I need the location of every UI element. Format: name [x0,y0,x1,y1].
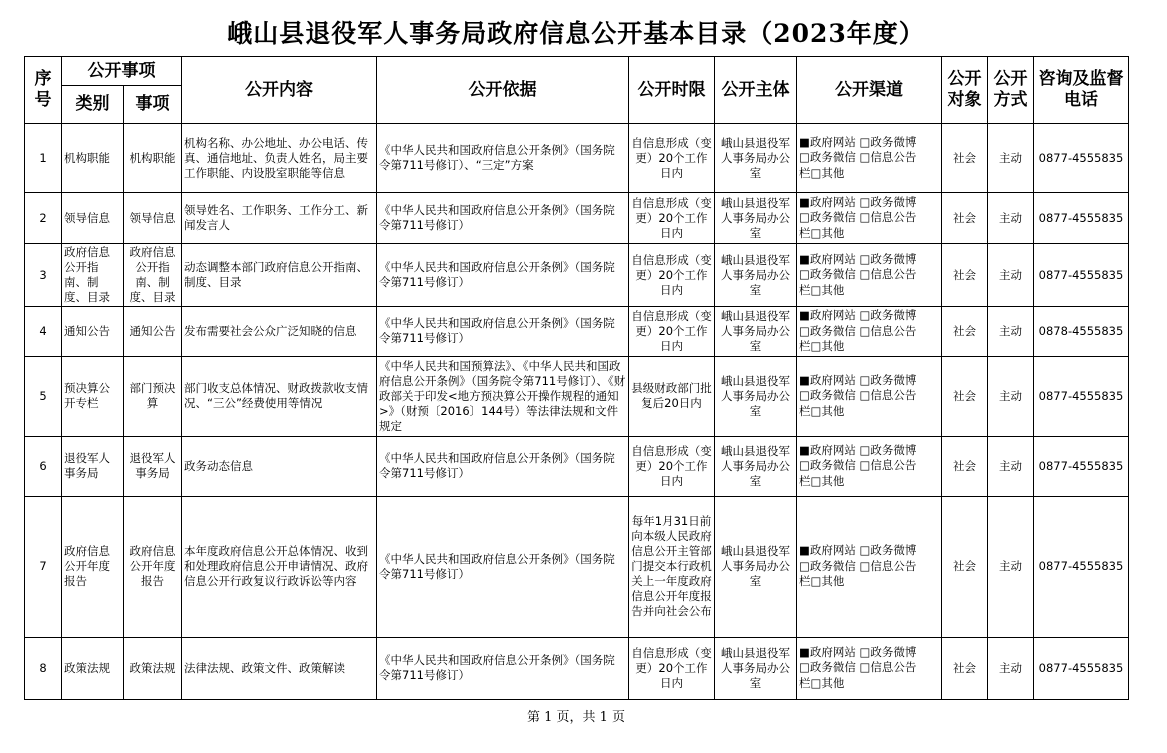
row-time-limit: 自信息形成（变更）20个工作日内 [629,307,715,357]
row-item: 通知公告 [124,307,182,357]
channel-line: □政务微信 □信息公告 [799,150,917,165]
row-phone: 0877-4555835 [1034,637,1129,699]
row-seq: 7 [25,496,62,637]
header-basis: 公开依据 [377,57,629,124]
row-category: 政策法规 [62,637,124,699]
channel-line: ■政府网站 □政务微博 [799,644,917,659]
channel-line: □政务微信 □信息公告 [799,267,917,282]
header-time-limit: 公开时限 [629,57,715,124]
row-method: 主动 [988,307,1034,357]
header-item-group: 公开事项 [62,57,182,86]
row-category: 预决算公开专栏 [62,356,124,436]
row-channels [797,356,942,436]
row-target: 社会 [942,124,988,193]
row-phone: 0877-4555835 [1034,124,1129,193]
row-basis: 《中华人民共和国预算法》、《中华人民共和国政府信息公开条例》（国务院令第711号修订）、《财政部关于印发<地方预决算公开操作规程的通知>》（财预〔2016〕144号）等法律法规和文件规定 [377,356,629,436]
row-basis: 《中华人民共和国政府信息公开条例》（国务院令第711号修订） [377,244,629,307]
row-category: 机构职能 [62,124,124,193]
channel-line: 栏□其他 [799,473,845,488]
header-method: 公开方式 [988,57,1034,124]
table-row [25,193,1129,244]
row-category: 领导信息 [62,193,124,244]
table-row [25,244,1129,307]
table-row [25,124,1129,193]
row-content: 领导姓名、工作职务、工作分工、新闻发言人 [182,193,377,244]
row-target: 社会 [942,193,988,244]
row-content: 政务动态信息 [182,436,377,496]
row-channels [797,496,942,637]
channel-line: □政务微信 □信息公告 [799,323,917,338]
row-item: 政府信息公开年度报告 [124,496,182,637]
table-row [25,356,1129,436]
header-content: 公开内容 [182,57,377,124]
header-seq: 序号 [25,57,62,124]
channel-line: □政务微信 □信息公告 [799,558,917,573]
row-content: 部门收支总体情况、财政拨款收支情况、“三公”经费使用等情况 [182,356,377,436]
row-target: 社会 [942,244,988,307]
channel-line: 栏□其他 [799,339,845,353]
row-category: 政府信息公开指南、制度、目录 [62,244,124,307]
header-target: 公开对象 [942,57,988,124]
row-target: 社会 [942,307,988,357]
row-item: 政策法规 [124,637,182,699]
row-time-limit: 自信息形成（变更）20个工作日内 [629,193,715,244]
row-time-limit: 自信息形成（变更）20个工作日内 [629,124,715,193]
header-phone: 咨询及监督电话 [1034,57,1129,124]
row-subject: 峨山县退役军人事务局办公室 [715,124,797,193]
channel-line: ■政府网站 □政务微博 [799,308,917,322]
row-seq: 3 [25,244,62,307]
row-content: 动态调整本部门政府信息公开指南、制度、目录 [182,244,377,307]
directory-table [24,56,1129,700]
row-method: 主动 [988,496,1034,637]
row-phone: 0877-4555835 [1034,356,1129,436]
row-method: 主动 [988,193,1034,244]
channel-line: ■政府网站 □政务微博 [799,543,917,558]
row-method: 主动 [988,637,1034,699]
channel-line: 栏□其他 [799,282,845,297]
table-row [25,637,1129,699]
row-time-limit: 县级财政部门批复后20日内 [629,356,715,436]
row-method: 主动 [988,356,1034,436]
table-row [25,307,1129,357]
channel-line: □政务微信 □信息公告 [799,388,917,403]
row-phone: 0877-4555835 [1034,244,1129,307]
channel-line: 栏□其他 [799,675,845,690]
row-time-limit: 自信息形成（变更）20个工作日内 [629,436,715,496]
row-content: 本年度政府信息公开总体情况、收到和处理政府信息公开申请情况、政府信息公开行政复议行政诉讼等内容 [182,496,377,637]
row-category: 通知公告 [62,307,124,357]
row-method: 主动 [988,436,1034,496]
row-target: 社会 [942,496,988,637]
row-seq: 6 [25,436,62,496]
row-channels [797,436,942,496]
row-channels [797,637,942,699]
row-category: 政府信息公开年度报告 [62,496,124,637]
channel-line: 栏□其他 [799,225,845,240]
row-phone: 0877-4555835 [1034,436,1129,496]
row-channels [797,307,942,357]
header-subject: 公开主体 [715,57,797,124]
row-basis: 《中华人民共和国政府信息公开条例》（国务院令第711号修订） [377,307,629,357]
row-phone: 0877-4555835 [1034,193,1129,244]
row-item: 部门预决算 [124,356,182,436]
row-time-limit: 自信息形成（变更）20个工作日内 [629,244,715,307]
row-subject: 峨山县退役军人事务局办公室 [715,244,797,307]
row-seq: 5 [25,356,62,436]
row-subject: 峨山县退役军人事务局办公室 [715,436,797,496]
header-category: 类别 [62,86,124,124]
table-row [25,436,1129,496]
header-channels: 公开渠道 [797,57,942,124]
table-row [25,496,1129,637]
row-item: 政府信息公开指南、制度、目录 [124,244,182,307]
page-footer: 第 1 页，共 1 页 [526,710,626,725]
row-item: 领导信息 [124,193,182,244]
row-basis: 《中华人民共和国政府信息公开条例》（国务院令第711号修订） [377,436,629,496]
channel-line: ■政府网站 □政务微博 [799,251,917,266]
row-seq: 2 [25,193,62,244]
channel-line: 栏□其他 [799,403,845,418]
row-time-limit: 自信息形成（变更）20个工作日内 [629,637,715,699]
row-content: 法律法规、政策文件、政策解读 [182,637,377,699]
channel-line: ■政府网站 □政务微博 [799,442,917,457]
row-subject: 峨山县退役军人事务局办公室 [715,496,797,637]
header-item: 事项 [124,86,182,124]
row-phone: 0878-4555835 [1034,307,1129,357]
row-category: 退役军人事务局 [62,436,124,496]
channel-line: ■政府网站 □政务微博 [799,194,917,209]
row-subject: 峨山县退役军人事务局办公室 [715,356,797,436]
row-channels [797,244,942,307]
row-subject: 峨山县退役军人事务局办公室 [715,637,797,699]
row-subject: 峨山县退役军人事务局办公室 [715,193,797,244]
row-channels [797,124,942,193]
row-seq: 8 [25,637,62,699]
channel-line: ■政府网站 □政务微博 [799,372,917,387]
row-basis: 《中华人民共和国政府信息公开条例》（国务院令第711号修订） [377,496,629,637]
row-target: 社会 [942,356,988,436]
page-title: 峨山县退役军人事务局政府信息公开基本目录（2023年度） [227,19,925,48]
row-method: 主动 [988,124,1034,193]
channel-line: □政务微信 □信息公告 [799,210,917,225]
row-basis: 《中华人民共和国政府信息公开条例》（国务院令第711号修订） [377,193,629,244]
row-item: 机构职能 [124,124,182,193]
row-target: 社会 [942,436,988,496]
row-seq: 4 [25,307,62,357]
channel-line: 栏□其他 [799,574,845,589]
row-target: 社会 [942,637,988,699]
channel-line: ■政府网站 □政务微博 [799,134,917,149]
row-basis: 《中华人民共和国政府信息公开条例》（国务院令第711号修订）、“三定”方案 [377,124,629,193]
row-seq: 1 [25,124,62,193]
row-content: 机构名称、办公地址、办公电话、传真、通信地址、负责人姓名，局主要工作职能、内设股室职能等信息 [182,124,377,193]
channel-line: □政务微信 □信息公告 [799,660,917,675]
channel-line: □政务微信 □信息公告 [799,458,917,473]
row-channels [797,193,942,244]
row-method: 主动 [988,244,1034,307]
row-basis: 《中华人民共和国政府信息公开条例》（国务院令第711号修订） [377,637,629,699]
row-subject: 峨山县退役军人事务局办公室 [715,307,797,357]
row-item: 退役军人事务局 [124,436,182,496]
row-time-limit: 每年1月31日前向本级人民政府信息公开主管部门提交本行政机关上一年度政府信息公开年度报告并向社会公布 [629,496,715,637]
row-content: 发布需要社会公众广泛知晓的信息 [182,307,377,357]
row-phone: 0877-4555835 [1034,496,1129,637]
channel-line: 栏□其他 [799,165,845,180]
